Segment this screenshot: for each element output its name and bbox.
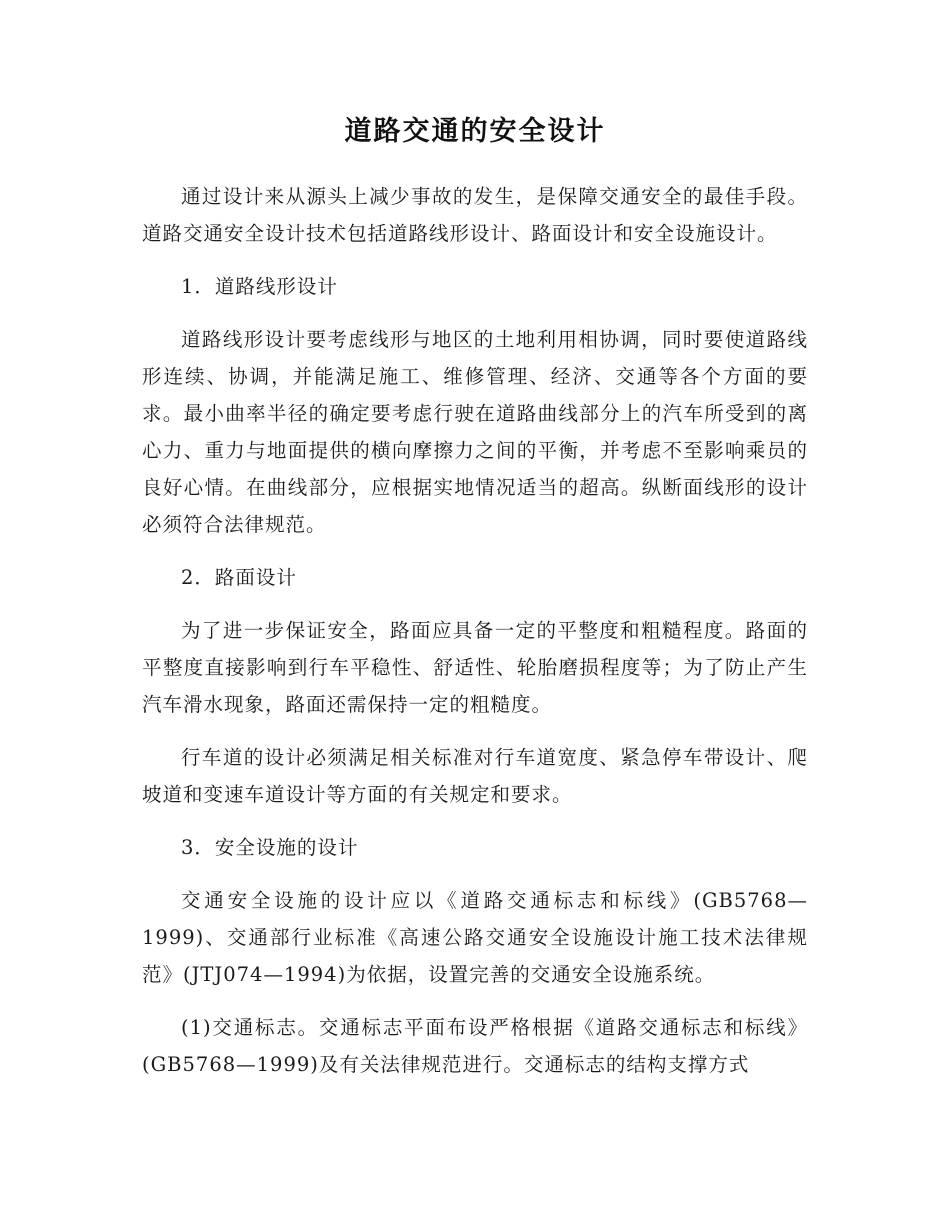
document-title: 道路交通的安全设计: [344, 116, 606, 147]
section-3-paragraph-2: (1)交通标志。交通标志平面布设严格根据《道路交通标志和标线》(GB5768—1999)及有关法律规范进行。交通标志的结构支撑方式: [142, 1016, 808, 1076]
section-1-heading: 1．道路线形设计: [181, 275, 338, 298]
section-3-heading: 3．安全设施的设计: [181, 836, 359, 859]
section-2-heading: 2．路面设计: [181, 566, 297, 589]
section-1-paragraph-1: 道路线形设计要考虑线形与地区的土地利用相协调，同时要使道路线形连续、协调，并能满足施工、维修管理、经济、交通等各个方面的要求。最小曲率半径的确定要考虑行驶在道路曲线部分上的汽车所受到的离心力、重力与地面提供的横向摩擦力之间的平衡，并考虑不至影响乘员的良好心情。在曲线部分，应根据实地情况适当的超高。纵断面线形的设计必须符合法律规范。: [142, 328, 808, 536]
intro-paragraph: 通过设计来从源头上减少事故的发生，是保障交通安全的最佳手段。道路交通安全设计技术包括道路线形设计、路面设计和安全设施设计。: [142, 185, 808, 245]
section-2-paragraph-1: 为了进一步保证安全，路面应具备一定的平整度和粗糙程度。路面的平整度直接影响到行车平稳性、舒适性、轮胎磨损程度等；为了防止产生汽车滑水现象，路面还需保持一定的粗糙度。: [142, 619, 808, 716]
section-3-paragraph-1: 交通安全设施的设计应以《道路交通标志和标线》(GB5768—1999)、交通部行业标准《高速公路交通安全设施设计施工技术法律规范》(JTJ074—1994)为依据，设置完善的交通安全设施系统。: [142, 889, 808, 986]
document-page: [142, 108, 808, 1099]
section-2-paragraph-2: 行车道的设计必须满足相关标准对行车道宽度、紧急停车带设计、爬坡道和变速车道设计等方面的有关规定和要求。: [142, 746, 808, 806]
